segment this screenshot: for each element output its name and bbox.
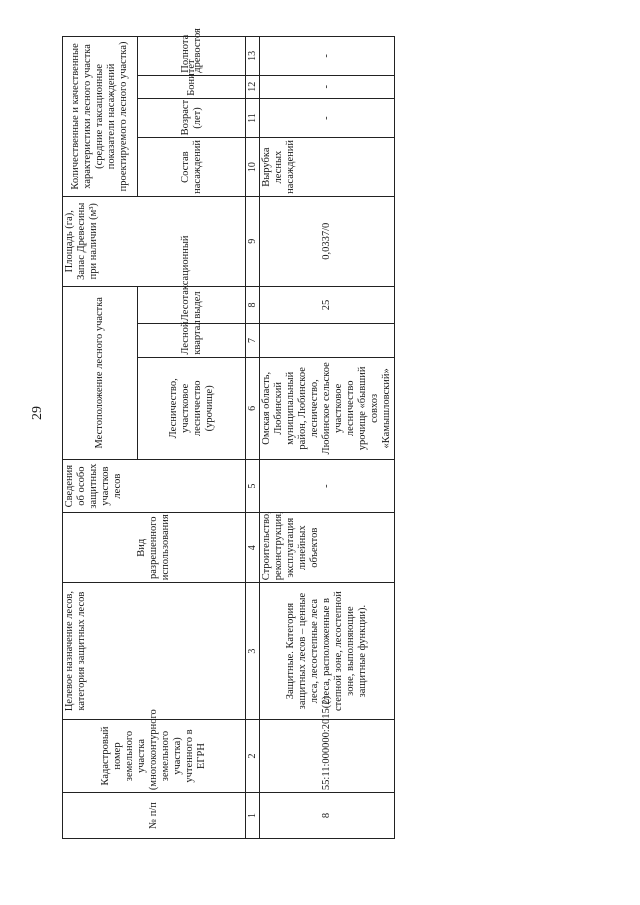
- col-number: 10: [246, 138, 260, 196]
- header-composition: Состав насаждений: [138, 138, 246, 196]
- cell-bonitet: -: [260, 75, 395, 98]
- col-number: 2: [246, 719, 260, 792]
- header-age: Возраст (лет): [138, 98, 246, 138]
- header-bonitet: Бонитет: [138, 75, 246, 98]
- cell-purpose: Защитные. Категория защитных лесов – ценные леса, лесостепные леса (леса, расположенные в степной зоне, лесостепной зоне, выполняющие защитные функции).: [260, 583, 395, 720]
- header-location-group: Местоположение лесного участка: [63, 286, 138, 459]
- forest-plot-table: [62, 28, 395, 839]
- col-number: 13: [246, 37, 260, 76]
- table-row: [260, 37, 395, 839]
- header-purpose: Целевое назначение лесов, категория защитных лесов: [63, 583, 246, 720]
- col-number: 4: [246, 513, 260, 583]
- col-number: 8: [246, 286, 260, 324]
- col-number: 9: [246, 196, 260, 286]
- cell-protected: -: [260, 460, 395, 513]
- cell-composition: Вырубка лесных насаждений: [260, 138, 395, 196]
- header-vydel: Лесотаксационный выдел: [138, 286, 246, 324]
- col-number: 3: [246, 583, 260, 720]
- header-cadastral: Кадастровый номер земельного участка (многоконтурного земельного участка) учтенного в ЕГРН: [63, 719, 246, 792]
- cell-density: -: [260, 37, 395, 76]
- cell-usage: Строительство, реконструкция, эксплуатация линейных объектов: [260, 513, 395, 583]
- header-quality-group: Количественные и качественные характеристики лесного участка (средние таксационные показатели насаждений проектируемого лесного участка): [63, 37, 138, 197]
- cell-age: -: [260, 98, 395, 138]
- cell-cadastral: 55:11:000000:2015(2): [260, 719, 395, 792]
- header-forestry: Лесничество, участковое лесничество (урочище): [138, 357, 246, 459]
- header-area: Площадь (га), Запас Древесины при наличии (м³): [63, 196, 246, 286]
- header-protected: Сведения об особо защитных участков лесов: [63, 460, 246, 513]
- cell-area: 0,0337/0: [260, 196, 395, 286]
- header-num: № п/п: [63, 793, 246, 839]
- col-number: 5: [246, 460, 260, 513]
- rotated-table-container: [62, 28, 392, 839]
- header-density: Полнота древостоя: [138, 37, 246, 76]
- header-usage: Вид разрешенного использования: [63, 513, 246, 583]
- cell-forestry: Омская область, Любинский муниципальный район, Любинское лесничество, Любинское сельское участковое лесничество урочище «бывший совхоз «Камышловский»: [260, 357, 395, 459]
- cell-num: 8: [260, 793, 395, 839]
- col-number: 6: [246, 357, 260, 459]
- col-number: 11: [246, 98, 260, 138]
- page-number: 29: [30, 406, 45, 420]
- cell-quarter: [260, 324, 395, 357]
- col-number: 1: [246, 793, 260, 839]
- header-quarter: Лесной квартал: [138, 324, 246, 357]
- cell-vydel: 25: [260, 286, 395, 324]
- col-number: 7: [246, 324, 260, 357]
- col-number: 12: [246, 75, 260, 98]
